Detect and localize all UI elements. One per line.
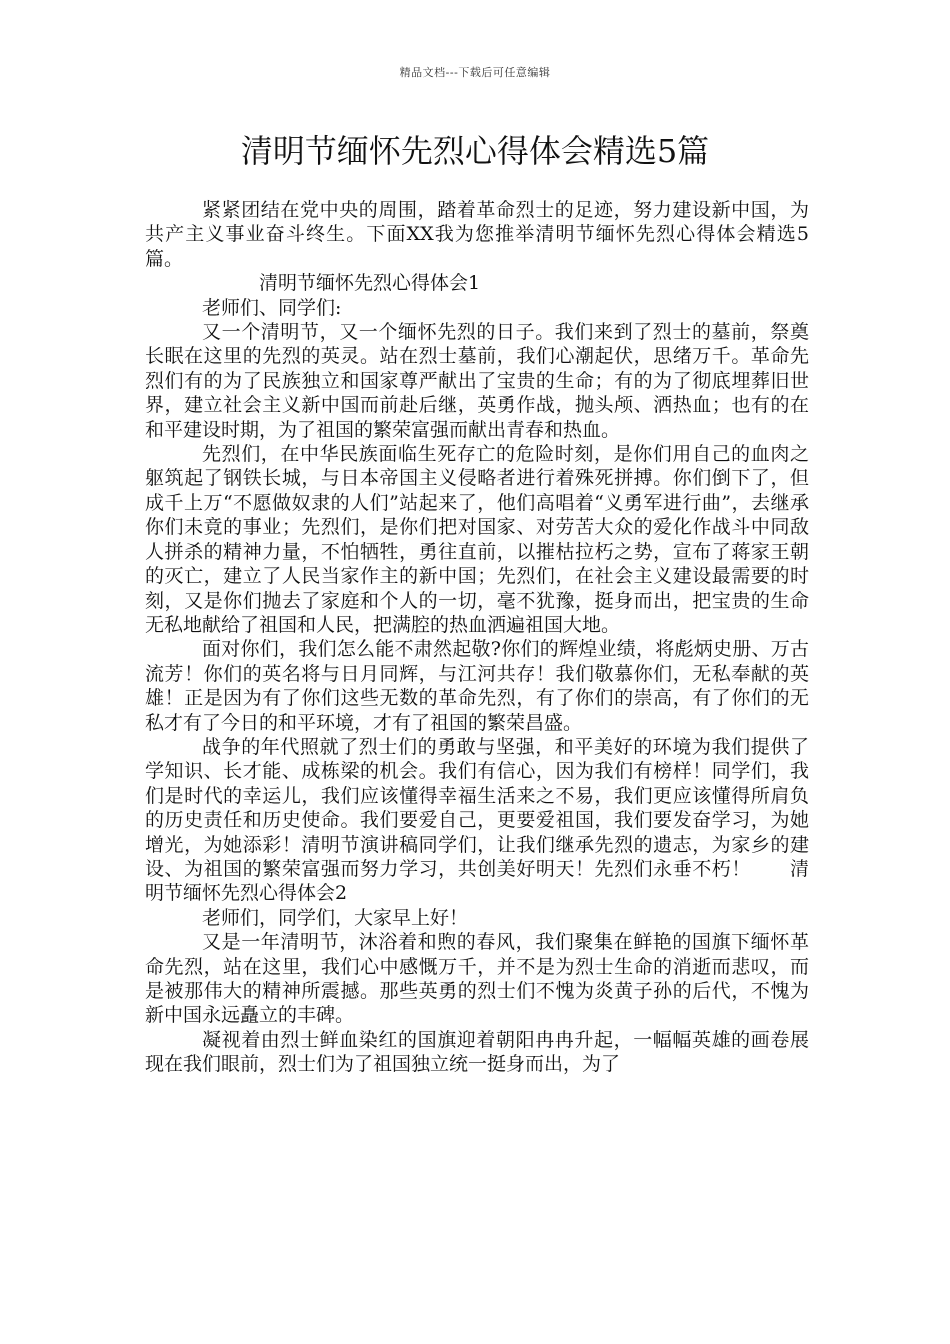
document-title: 清明节缅怀先烈心得体会精选5篇 xyxy=(240,132,710,170)
intro-paragraph: 紧紧团结在党中央的周围，踏着革命烈士的足迹，努力建设新中国，为共产主义事业奋斗终生。下面XX我为您推举清明节缅怀先烈心得体会精选5篇。 xyxy=(145,199,809,270)
header-note: 精品文档---下载后可任意编辑 xyxy=(399,66,551,79)
document-body xyxy=(145,198,809,1077)
body-paragraph: 先烈们，在中华民族面临生死存亡的危险时刻，是你们用自己的血肉之躯筑起了钢铁长城，与日本帝国主义侵略者进行着殊死拼搏。你们倒下了，但成千上万“不愿做奴隶的人们”站起来了，他们高唱着“义勇军进行曲”，去继承你们未竟的事业；先烈们，是你们把对国家、对劳苦大众的爱化作战斗中同敌人拼杀的精神力量，不怕牺牲，勇往直前，以摧枯拉朽之势，宣布了蒋家王朝的灭亡，建立了人民当家作主的新中国；先烈们，在社会主义建设最需要的时刻，又是你们抛去了家庭和个人的一切，毫不犹豫，挺身而出，把宝贵的生命无私地献给了祖国和人民，把满腔的热血洒遍祖国大地。 xyxy=(145,443,809,636)
body-paragraph: 又是一年清明节，沐浴着和煦的春风，我们聚集在鲜艳的国旗下缅怀革命先烈，站在这里，我们心中感慨万千，并不是为烈士生命的消逝而悲叹，而是被那伟大的精神所震撼。那些英勇的烈士们不愧为炎黄子孙的后代，不愧为新中国永远矗立的丰碑。 xyxy=(145,931,809,1027)
body-paragraph: 又一个清明节，又一个缅怀先烈的日子。我们来到了烈士的墓前，祭奠长眠在这里的先烈的英灵。站在烈士墓前，我们心潮起伏，思绪万千。革命先烈们有的为了民族独立和国家尊严献出了宝贵的生命；有的为了彻底埋葬旧世界，建立社会主义新中国而前赴后继，英勇作战，抛头颅、洒热血；也有的在和平建设时期，为了祖国的繁荣富强而献出青春和热血。 xyxy=(145,321,809,441)
body-paragraph: 面对你们，我们怎么能不肃然起敬?你们的辉煌业绩，将彪炳史册、万古流芳！你们的英名将与日月同辉，与江河共存！我们敬慕你们，无私奉献的英雄！正是因为有了你们这些无数的革命先烈，有了你们的崇高，有了你们的无私才有了今日的和平环境，才有了祖国的繁荣昌盛。 xyxy=(145,638,809,734)
body-paragraph: 凝视着由烈士鲜血染红的国旗迎着朝阳冉冉升起，一幅幅英雄的画卷展现在我们眼前，烈士们为了祖国独立统一挺身而出，为了 xyxy=(145,1028,809,1076)
salutation-2: 老师们，同学们，大家早上好！ xyxy=(202,906,469,929)
body-paragraph: 战争的年代照就了烈士们的勇敢与坚强，和平美好的环境为我们提供了学知识、长才能、成栋梁的机会。我们有信心，因为我们有榜样！同学们，我们是时代的幸运儿，我们应该懂得幸福生活来之不易，我们更应该懂得所肩负的历史责任和历史使命。我们要爱自己，更要爱祖国，我们要发奋学习，为她增光，为她添彩！清明节演讲稿同学们，让我们继承先烈的遗志，为家乡的建设、为祖国的繁荣富强而努力学习，共创美好明天！先烈们永垂不朽！ 清明节缅怀先烈心得体会2 xyxy=(145,735,809,905)
salutation-1: 老师们、同学们: xyxy=(202,296,342,319)
section-heading-1: 清明节缅怀先烈心得体会1 xyxy=(259,272,481,295)
